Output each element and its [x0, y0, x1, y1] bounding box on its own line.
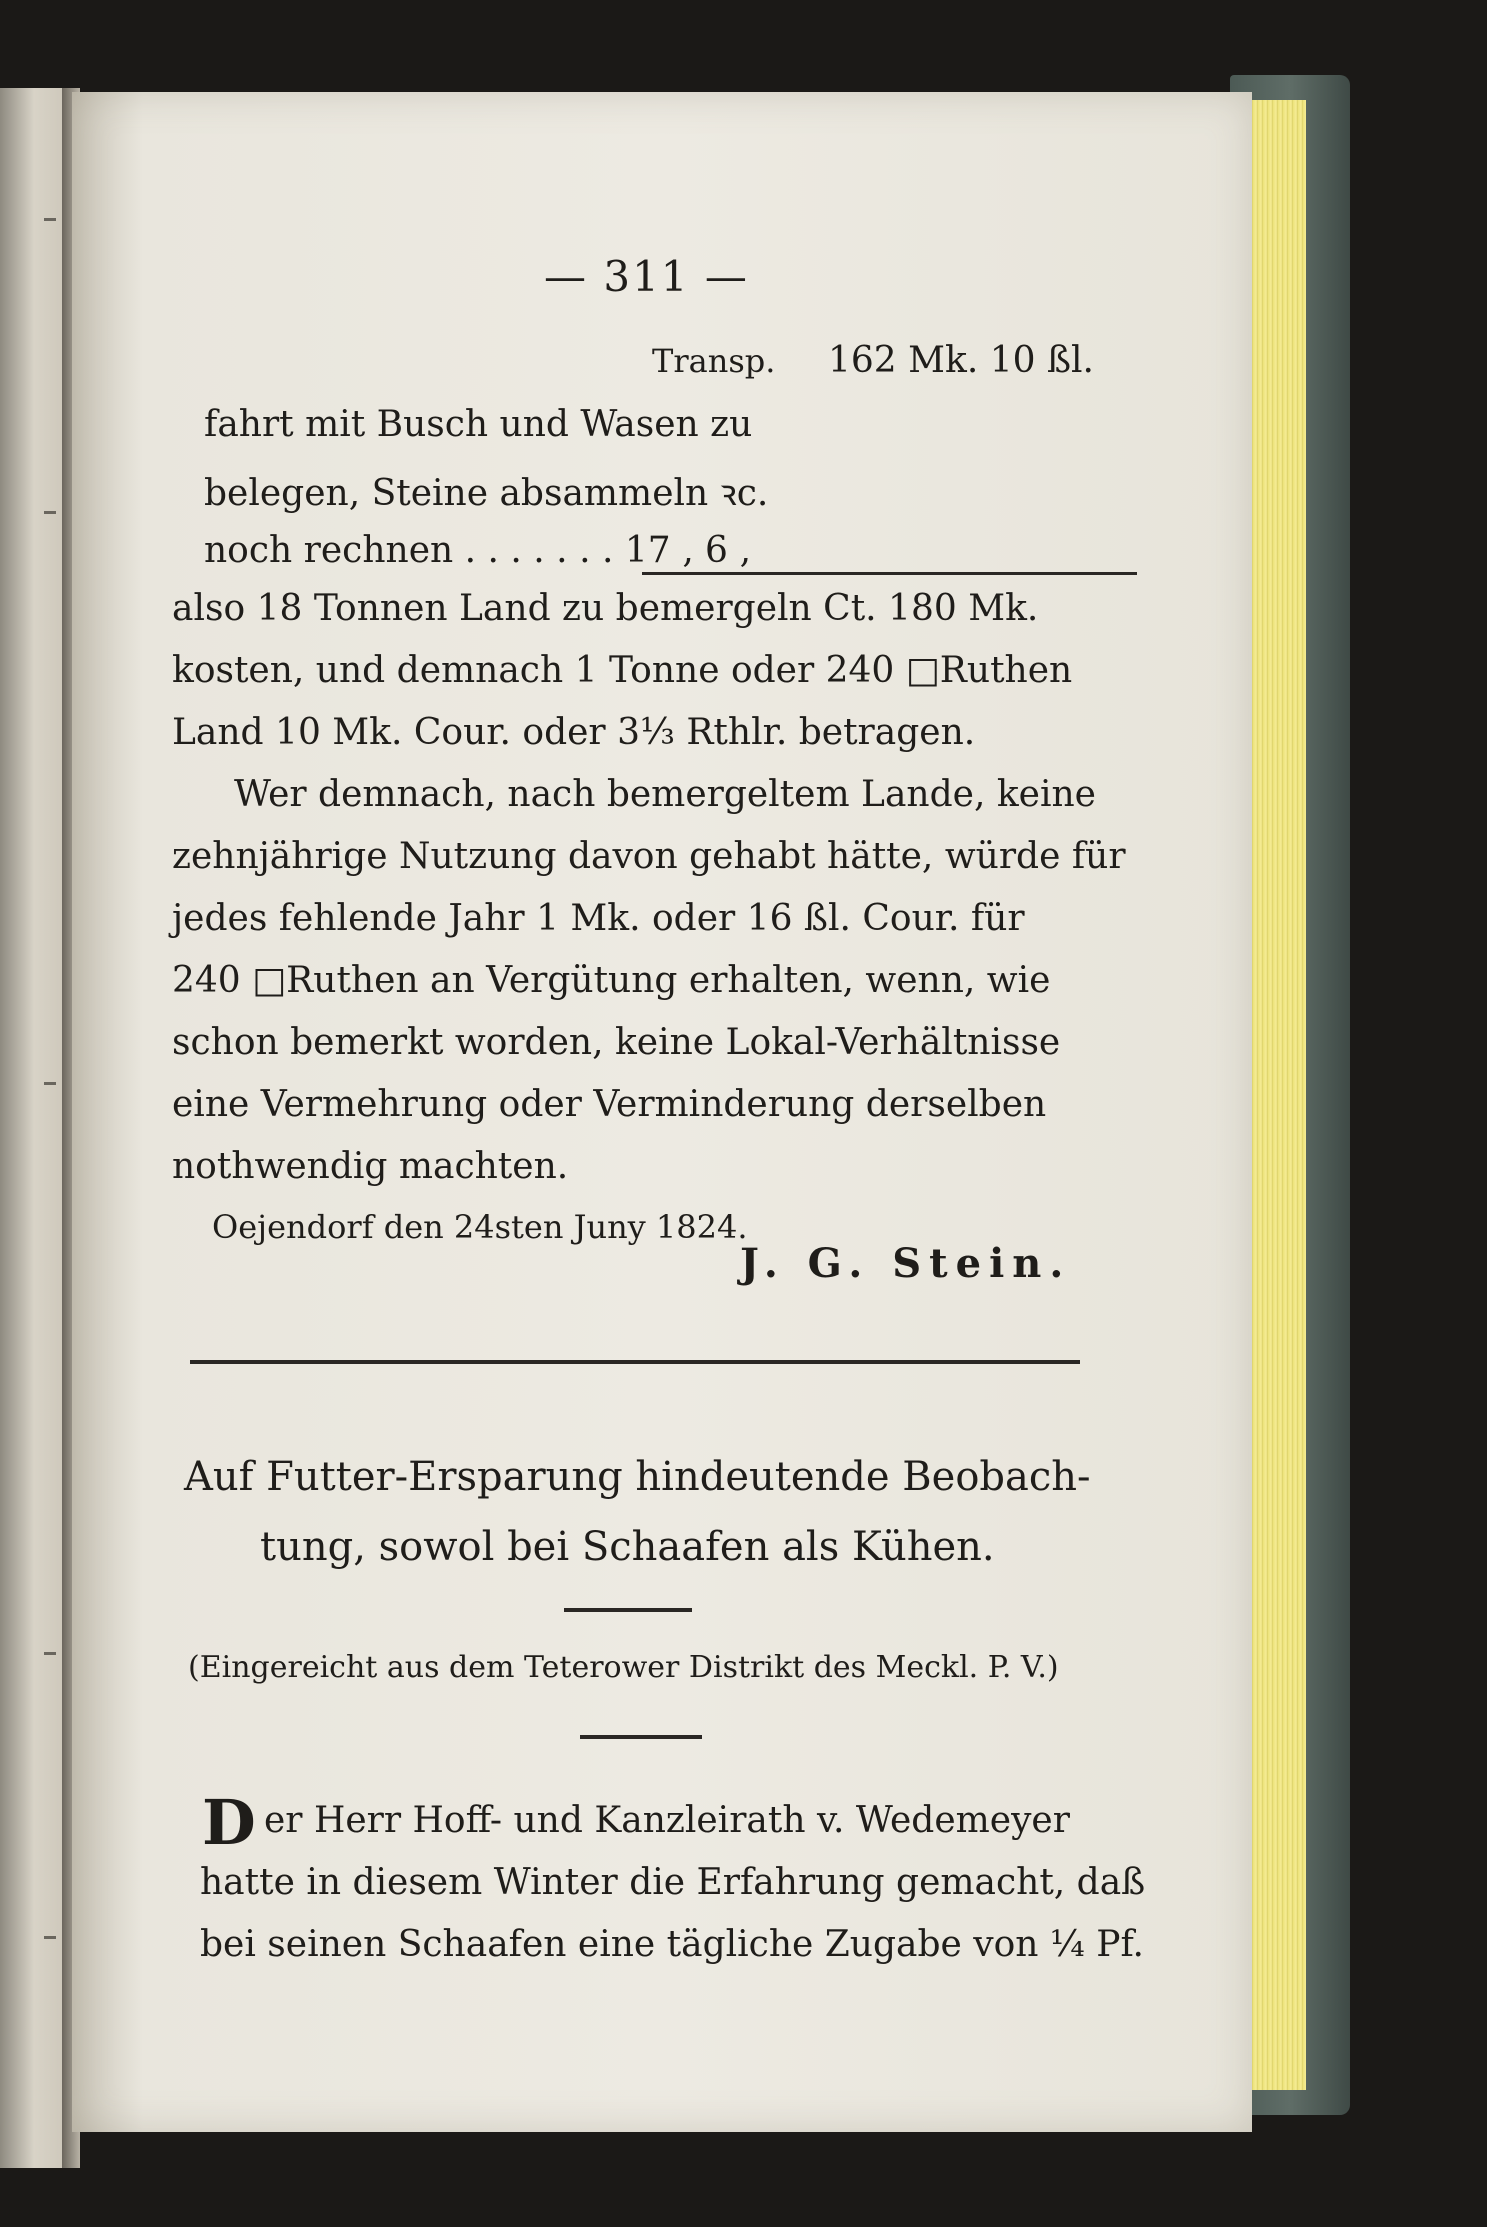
body-line: kosten, und demnach 1 Tonne oder 240 □Ruthen	[172, 650, 1073, 691]
section-divider	[190, 1360, 1080, 1364]
body-line: fahrt mit Busch und Wasen zu	[204, 404, 753, 445]
page-number: — 311 —	[544, 252, 749, 301]
drop-cap: D	[202, 1786, 256, 1859]
signature: J. G. Stein.	[740, 1240, 1072, 1287]
margin-mark	[44, 1082, 56, 1085]
body-line: nothwendig machten.	[172, 1146, 569, 1187]
body-line: noch rechnen . . . . . . . 17 ‚ 6 ‚	[204, 530, 751, 571]
closing-line: er Herr Hoff- und Kanzleirath v. Wedemeyer	[264, 1800, 1070, 1841]
transport-label: Transp.	[652, 342, 776, 380]
transport-amount: 162 Mk. 10 ßl.	[828, 340, 1094, 381]
facing-page-edge	[0, 88, 62, 2168]
short-rule	[564, 1608, 692, 1612]
page-edges	[1248, 100, 1306, 2090]
margin-mark	[44, 511, 56, 514]
margin-mark	[44, 218, 56, 221]
body-line: zehnjährige Nutzung davon gehabt hätte, würde für	[172, 836, 1126, 877]
body-line: Wer demnach, nach bemergeltem Lande, keine	[234, 774, 1096, 815]
sum-underline	[642, 572, 1137, 575]
body-line: belegen, Steine absammeln ꝛc.	[204, 473, 769, 514]
closing-line: hatte in diesem Winter die Erfahrung gemacht, daß	[200, 1862, 1146, 1903]
body-line: schon bemerkt worden, keine Lokal-Verhältnisse	[172, 1022, 1061, 1063]
short-rule	[580, 1735, 702, 1739]
article-title-line: Auf Futter-Ersparung hindeutende Beobach-	[184, 1454, 1091, 1500]
body-line: eine Vermehrung oder Verminderung derselben	[172, 1084, 1047, 1125]
closing-line: bei seinen Schaafen eine tägliche Zugabe von ¼ Pf.	[200, 1924, 1144, 1965]
article-title-line: tung, sowol bei Schaafen als Kühen.	[260, 1524, 995, 1570]
body-line: jedes fehlende Jahr 1 Mk. oder 16 ßl. Cour. für	[172, 898, 1025, 939]
margin-mark	[44, 1652, 56, 1655]
body-line: Land 10 Mk. Cour. oder 3⅓ Rthlr. betragen.	[172, 712, 976, 753]
body-line: also 18 Tonnen Land zu bemergeln Ct. 180 Mk.	[172, 588, 1039, 629]
margin-mark	[44, 1936, 56, 1939]
book-page	[72, 92, 1252, 2132]
submitted-note: (Eingereicht aus dem Teterower Distrikt des Meckl. P. V.)	[188, 1650, 1059, 1685]
place-date: Oejendorf den 24sten Juny 1824.	[212, 1208, 748, 1246]
body-line: 240 □Ruthen an Vergütung erhalten, wenn, wie	[172, 960, 1051, 1001]
